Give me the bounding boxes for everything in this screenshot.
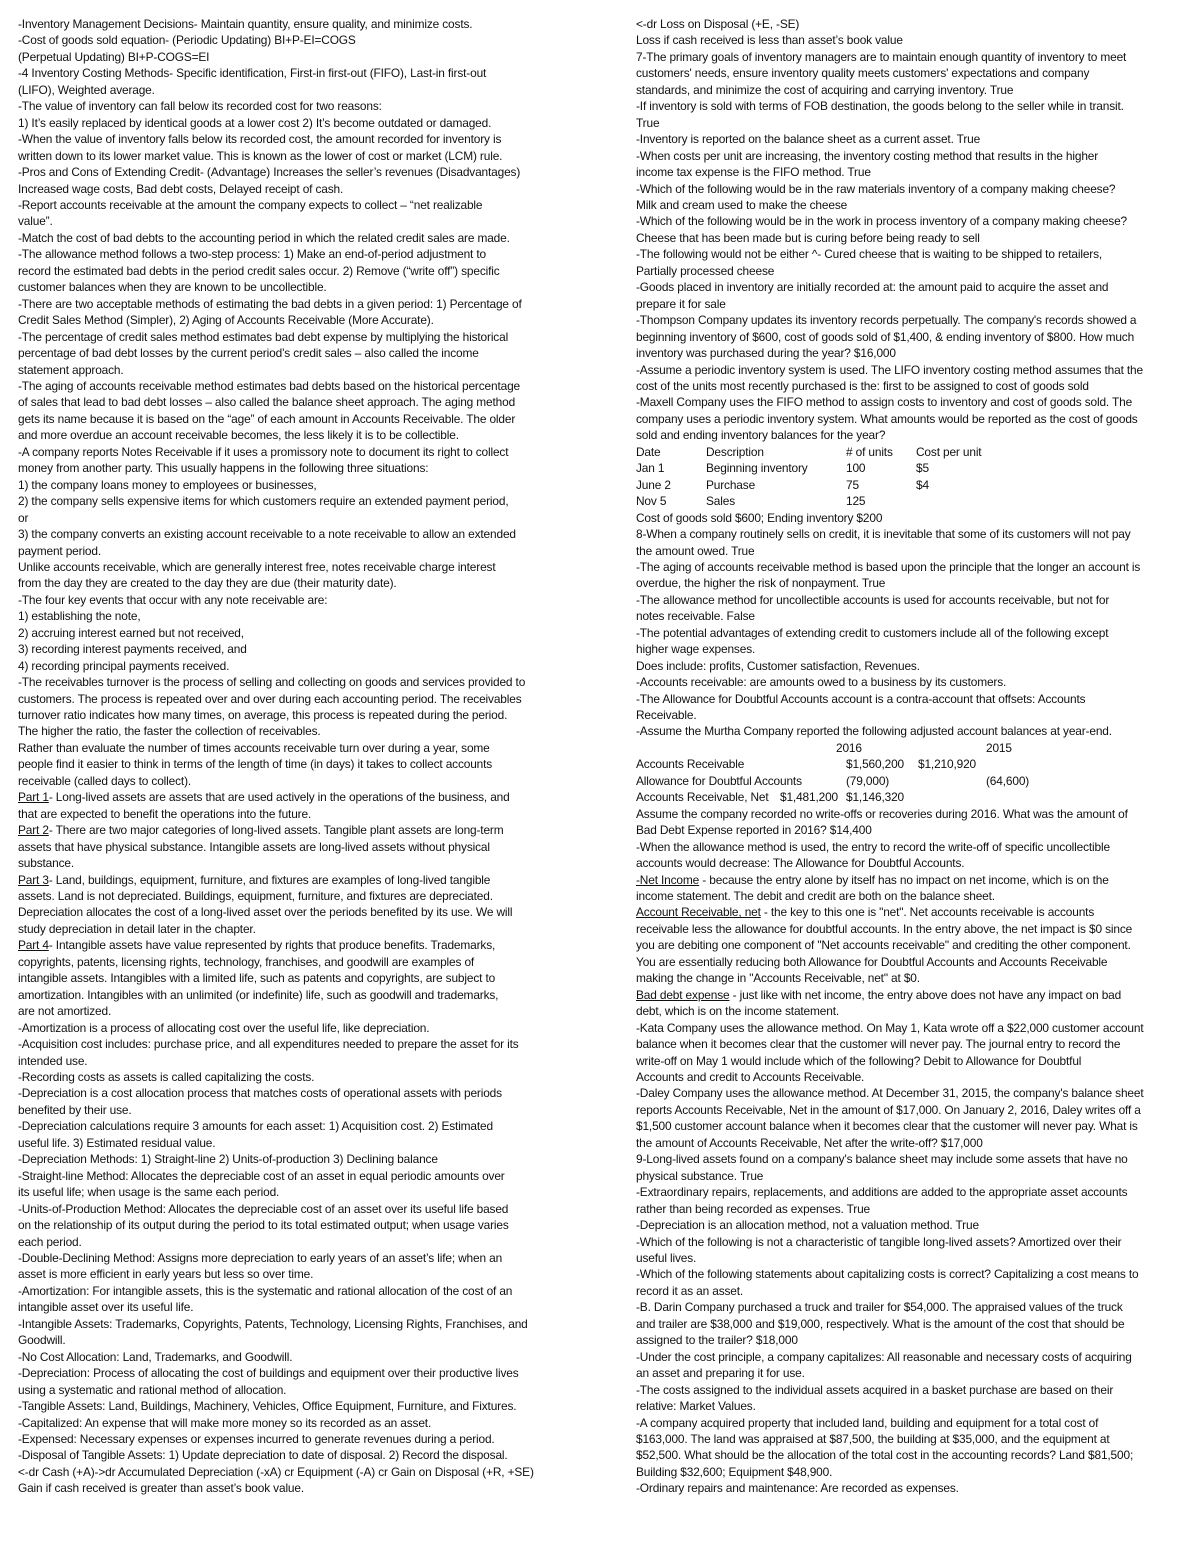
text-line: Part 2- There are two major categories of long-lived assets. Tangible plant assets are long-term — [18, 823, 504, 838]
text-line: on the relationship of its output during the period to its total estimated output; when usage varies — [18, 1218, 509, 1233]
text-line: -Acquisition cost includes: purchase price, and all expenditures needed to prepare the asset for its — [18, 1037, 519, 1052]
table-cell: # of units — [846, 444, 893, 459]
text-line: -The value of inventory can fall below its recorded cost for two reasons: — [18, 99, 382, 114]
text-line: -The costs assigned to the individual assets acquired in a basket purchase are based on their — [636, 1382, 1114, 1397]
text-line: $163,000. The land was appraised at $87,500, the building at $35,000, and the equipment at — [636, 1431, 1110, 1446]
text-line: Receivable. — [636, 708, 697, 723]
table-cell — [916, 493, 996, 509]
text-line: standards, and minimize the cost of acquiring and carrying inventory. True — [636, 82, 1014, 97]
text-line: -Report accounts receivable at the amount the company expects to collect – “net realizable — [18, 197, 483, 212]
text-line: the amount of Accounts Receivable, Net after the write-off? $17,000 — [636, 1135, 983, 1150]
text-line: $1,500 customer account balance when it becomes clear that the customer will never pay. What is — [636, 1119, 1138, 1134]
text-line: Assume the company recorded no write-offs or recoveries during 2016. What was the amount of — [636, 806, 1128, 821]
inventory-table — [636, 444, 1184, 510]
text-line: sold and ending inventory balances for the year? — [636, 428, 886, 443]
text-line: inventory was purchased during the year? $16,000 — [636, 346, 896, 361]
text-line: -Amortization: For intangible assets, this is the systematic and rational allocation of the cost of an — [18, 1283, 513, 1298]
text-line: -Amortization is a process of allocating cost over the useful life, like depreciation. — [18, 1020, 430, 1035]
text-line: -Depreciation is an allocation method, not a valuation method. True — [636, 1218, 979, 1233]
table-cell: Sales — [706, 494, 735, 509]
text-line: reports Accounts Receivable, Net in the amount of $17,000. On January 2, 2016, Daley writes off a — [636, 1102, 1141, 1117]
text-line: -Which of the following is not a characteristic of tangible long-lived assets? Amortized over their — [636, 1234, 1122, 1249]
text-line: income statement. The debit and credit are both on the balance sheet. — [636, 889, 995, 904]
table-cell: $4 — [916, 477, 929, 492]
text-line: -Recording costs as assets is called capitalizing the costs. — [18, 1070, 315, 1084]
text-line: payment period. — [18, 543, 102, 558]
text-line: amortization. Intangibles with an unlimited (or indefinite) life, such as goodwill and trademarks, — [18, 987, 499, 1002]
table-row — [636, 477, 1184, 493]
text-line: assets that have physical substance. Intangible assets are long-lived assets without physical — [18, 839, 490, 854]
text-line: or — [18, 510, 29, 525]
text-line: -Daley Company uses the allowance method. At December 31, 2015, the company's balance sheet — [636, 1086, 1144, 1101]
text-line: -4 Inventory Costing Methods- Specific identification, First-in first-out (FIFO), Last-in first-out — [18, 66, 487, 81]
underlined-heading: -Net Income — [636, 872, 700, 887]
text-line: assigned to the trailer? $18,000 — [636, 1333, 798, 1348]
underlined-heading: Part 2 — [18, 823, 49, 838]
text-line: You are essentially reducing both Allowance for Doubtful Accounts and Accounts Receivable — [636, 954, 1108, 969]
table-cell: Nov 5 — [636, 494, 667, 509]
table-cell: Beginning inventory — [706, 461, 808, 476]
text-line: -Units-of-Production Method: Allocates the depreciable cost of an asset over its useful life based — [18, 1201, 509, 1216]
text-line: -A company reports Notes Receivable if it uses a promissory note to document its right to collect — [18, 444, 509, 459]
text-line: -The aging of accounts receivable method is based upon the principle that the longer an account is — [636, 559, 1141, 574]
right-column — [636, 16, 1184, 1497]
table-cell: Purchase — [706, 477, 756, 492]
text-line: -The allowance method follows a two-step process: 1) Make an end-of-period adjustment to — [18, 247, 486, 262]
table-cell: $1,146,320 — [846, 790, 905, 805]
underlined-heading: Bad debt expense — [636, 987, 730, 1002]
table-cell — [636, 740, 836, 756]
text-line: 1) the company loans money to employees or businesses, — [18, 477, 317, 492]
text-line: company uses a periodic inventory system. What amounts would be reported as the cost of goods — [636, 411, 1138, 426]
table-cell: Jan 1 — [636, 461, 665, 476]
text-line: -Depreciation calculations require 3 amounts for each asset: 1) Acquisition cost. 2) Estimated — [18, 1119, 493, 1134]
text-line: -Goods placed in inventory are initially recorded at: the amount paid to acquire the asset and — [636, 280, 1109, 295]
text-line: Part 4- Intangible assets have value represented by rights that produce benefits. Trademarks, — [18, 938, 496, 953]
text-line: -A company acquired property that included land, building and equipment for a total cost of — [636, 1415, 1099, 1430]
table-cell: June 2 — [636, 477, 671, 492]
text-line: gets its name because it is based on the “age” of each amount in Accounts Receivable. The older — [18, 411, 516, 426]
text-line: customers. The process is repeated over and over during each accounting period. The receivables — [18, 691, 522, 706]
text-line: receivable (called days to collect). — [18, 773, 192, 788]
text-line: are not amortized. — [18, 1004, 112, 1019]
text-line: cost of the units most recently purchased is the: first to be assigned to cost of goods sold — [636, 378, 1089, 393]
right-column-part-b — [636, 510, 1184, 740]
text-line: statement approach. — [18, 362, 124, 377]
text-line: 2) the company sells expensive items for which customers require an extended payment period, — [18, 494, 509, 509]
text-line: -Thompson Company updates its inventory records perpetually. The company's records showed a — [636, 313, 1137, 328]
right-column-part-a — [636, 16, 1184, 444]
text-line: physical substance. True — [636, 1168, 764, 1183]
table-cell: 2016 — [836, 740, 862, 755]
text-line: (LIFO), Weighted average. — [18, 82, 155, 97]
text-line: Partially processed cheese — [636, 263, 775, 278]
text-line: useful lives. — [636, 1250, 697, 1265]
text-line: -There are two acceptable methods of estimating the bad debts in a given period: 1) Percentage of — [18, 296, 522, 311]
text-line: intangible assets. Intangibles with a limited life, such as patents and copyrights, are subject to — [18, 971, 496, 986]
table-row — [636, 789, 1184, 805]
text-line: customer balances when they are known to be uncollectible. — [18, 280, 327, 295]
text-line: making the change in "Accounts Receivable, net" at $0. — [636, 971, 920, 986]
text-line: from the day they are created to the day they are due (their maturity date). — [18, 576, 397, 591]
text-line: -Inventory Management Decisions- Maintain quantity, ensure quality, and minimize costs. — [18, 17, 473, 31]
table-cell: 125 — [846, 494, 866, 509]
text-line: Part 3- Land, buildings, equipment, furniture, and fixtures are examples of long-lived tangible — [18, 872, 491, 887]
text-line: -Net Income - because the entry alone by itself has no impact on net income, which is on the — [636, 872, 1109, 887]
text-line: Cost of goods sold $600; Ending inventory $200 — [636, 510, 883, 525]
text-line: -Match the cost of bad debts to the accounting period in which the related credit sales are made. — [18, 230, 510, 245]
text-line: Does include: profits, Customer satisfaction, Revenues. — [636, 658, 920, 673]
text-line: receivable less the allowance for doubtful accounts. In the entry above, the net impact is $0 since — [636, 921, 1133, 936]
text-line: 1) establishing the note, — [18, 609, 141, 624]
text-line: 1) It’s easily replaced by identical goods at a lower cost 2) It’s become outdated or damaged. — [18, 115, 492, 130]
text-line: Accounts and credit to Accounts Receivable. — [636, 1070, 865, 1084]
table-cell: Date — [636, 444, 661, 459]
text-line: Unlike accounts receivable, which are generally interest free, notes receivable charge interest — [18, 559, 496, 574]
table-cell: $1,210,920 — [918, 757, 977, 772]
table-cell: $5 — [916, 461, 929, 476]
text-line: using a systematic and rational method of allocation. — [18, 1382, 287, 1397]
text-line: income tax expense is the FIFO method. True — [636, 165, 871, 180]
text-line: substance. — [18, 856, 75, 871]
text-line: value”. — [18, 214, 53, 229]
text-line: 7-The primary goals of inventory managers are to maintain enough quantity of inventory to meet — [636, 49, 1127, 64]
text-line: -The following would not be either ^- Cured cheese that is waiting to be shipped to retailers, — [636, 247, 1103, 262]
table-row — [636, 773, 1184, 789]
right-column-part-c — [636, 806, 1184, 1497]
text-line: Rather than evaluate the number of times accounts receivable turn over during a year, some — [18, 740, 490, 755]
text-line: -Assume a periodic inventory system is used. The LIFO inventory costing method assumes that the — [636, 362, 1143, 377]
text-line: -The aging of accounts receivable method estimates bad debts based on the historical percentage — [18, 378, 520, 393]
text-line: 8-When a company routinely sells on credit, it is inevitable that some of its customers will not pay — [636, 527, 1131, 542]
text-line: -Inventory is reported on the balance sheet as a current asset. True — [636, 132, 981, 147]
underlined-heading: Part 1 — [18, 790, 49, 805]
left-column — [18, 16, 570, 1497]
text-line: -The potential advantages of extending credit to customers include all of the following except — [636, 625, 1109, 640]
text-line: (Perpetual Updating) BI+P-COGS=EI — [18, 49, 210, 64]
table-cell: (79,000) — [846, 773, 890, 788]
text-line: assets. Land is not depreciated. Buildings, equipment, furniture, and fixtures are depreciated. — [18, 889, 493, 904]
text-line: Credit Sales Method (Simpler), 2) Aging of Accounts Receivable (More Accurate). — [18, 313, 434, 328]
text-line: -The receivables turnover is the process of selling and collecting on goods and services provided to — [18, 675, 526, 690]
text-line: study depreciation in detail later in the chapter. — [18, 921, 256, 936]
table-header — [636, 740, 1184, 756]
text-line: -Expensed: Necessary expenses or expenses incurred to generate revenues during a period. — [18, 1431, 495, 1446]
text-line: written down to its lower market value. This is known as the lower of cost or market (LCM) rule. — [18, 148, 503, 163]
text-line: Depreciation allocates the cost of a long-lived asset over the periods benefited by its use. We will — [18, 905, 513, 920]
text-line: The higher the ratio, the faster the collection of receivables. — [18, 724, 321, 739]
text-line: -Extraordinary repairs, replacements, and additions are added to the appropriate asset accounts — [636, 1185, 1128, 1200]
text-line: -Tangible Assets: Land, Buildings, Machinery, Vehicles, Office Equipment, Furniture, and Fixtures. — [18, 1399, 517, 1414]
table-cell: 75 — [846, 477, 859, 492]
text-line: -Which of the following statements about capitalizing costs is correct? Capitalizing a cost means to — [636, 1267, 1139, 1282]
text-line: benefited by their use. — [18, 1102, 132, 1117]
text-line: Part 1- Long-lived assets are assets that are used actively in the operations of the business, and — [18, 790, 510, 805]
text-line: -The percentage of credit sales method estimates bad debt expense by multiplying the historical — [18, 329, 509, 344]
text-line: record it as an asset. — [636, 1283, 744, 1298]
text-line: people find it easier to think in terms of the length of time (in days) it takes to collect accounts — [18, 757, 493, 772]
text-line: intangible asset over its useful life. — [18, 1300, 194, 1315]
text-line: Milk and cream used to make the cheese — [636, 197, 848, 212]
text-line: -The Allowance for Doubtful Accounts account is a contra-account that offsets: Accounts — [636, 691, 1086, 706]
text-line: -Straight-line Method: Allocates the depreciable cost of an asset in equal periodic amounts over — [18, 1168, 505, 1183]
text-line: <-dr Loss on Disposal (+E, -SE) — [636, 17, 800, 31]
text-line: -The allowance method for uncollectible accounts is used for accounts receivable, but not for — [636, 592, 1110, 607]
text-line: Increased wage costs, Bad debt costs, Delayed receipt of cash. — [18, 181, 344, 196]
text-line: -Kata Company uses the allowance method. On May 1, Kata wrote off a $22,000 customer account — [636, 1020, 1144, 1035]
text-line: record the estimated bad debts in the period credit sales occur. 2) Remove (“write off”) specific — [18, 263, 500, 278]
text-line: -Which of the following would be in the work in process inventory of a company making cheese? — [636, 214, 1128, 229]
table-cell: Description — [706, 444, 764, 459]
text-line: -The four key events that occur with any note receivable are: — [18, 592, 328, 607]
text-line: -B. Darin Company purchased a truck and trailer for $54,000. The appraised values of the truck — [636, 1300, 1123, 1315]
text-line: prepare it for sale — [636, 296, 726, 311]
text-line: -Pros and Cons of Extending Credit- (Advantage) Increases the seller’s revenues (Disadvantages) — [18, 165, 521, 180]
text-line: higher wage expenses. — [636, 642, 756, 657]
text-line: Cheese that has been made but is curing before being ready to sell — [636, 230, 980, 245]
text-line: -Capitalized: An expense that will make more money so its recorded as an asset. — [18, 1415, 432, 1430]
text-line: 4) recording principal payments received. — [18, 658, 230, 673]
text-line: -Double-Declining Method: Assigns more depreciation to early years of an asset’s life; when an — [18, 1250, 503, 1265]
text-line: -When the value of inventory falls below its recorded cost, the amount recorded for inventory is — [18, 132, 502, 147]
text-line: -Depreciation is a cost allocation process that matches costs of operational assets with periods — [18, 1086, 502, 1101]
table-cell: 2015 — [986, 740, 1012, 755]
text-line: intended use. — [18, 1053, 88, 1068]
text-line: -No Cost Allocation: Land, Trademarks, and Goodwill. — [18, 1349, 293, 1364]
text-line: -Maxell Company uses the FIFO method to assign costs to inventory and cost of goods sold. The — [636, 395, 1133, 410]
table-cell: Allowance for Doubtful Accounts — [636, 773, 802, 788]
text-line: notes receivable. False — [636, 609, 755, 624]
table-row — [636, 756, 1184, 772]
text-line: 3) recording interest payments received, and — [18, 642, 247, 657]
text-line: <-dr Cash (+A)->dr Accumulated Depreciation (-xA) cr Equipment (-A) cr Gain on Disposal (+R, +SE) — [18, 1464, 534, 1479]
text-line: and more overdue an account receivable becomes, the less likely it is to be collectible. — [18, 428, 459, 443]
text-line: copyrights, patents, licensing rights, technology, franchises, and goodwill are examples of — [18, 954, 475, 969]
text-line: Building $32,600; Equipment $48,900. — [636, 1464, 833, 1479]
text-line: Goodwill. — [18, 1333, 66, 1348]
text-line: -Intangible Assets: Trademarks, Copyrights, Patents, Technology, Licensing Rights, Franchises, and — [18, 1316, 528, 1331]
text-line: 9-Long-lived assets found on a company's balance sheet may include some assets that have no — [636, 1152, 1128, 1167]
text-line: relative: Market Values. — [636, 1399, 756, 1414]
text-line: -Disposal of Tangible Assets: 1) Update depreciation to date of disposal. 2) Record the disposal. — [18, 1448, 508, 1463]
text-line: $52,500. What should be the allocation of the total cost in the accounting records? Land $81,500; — [636, 1448, 1134, 1463]
balance-table — [636, 740, 1184, 806]
text-line: its useful life; when usage is the same each period. — [18, 1185, 280, 1200]
table-cell: $1,560,200 — [846, 757, 905, 772]
text-line: that are expected to benefit the operations into the future. — [18, 806, 312, 821]
text-line: overdue, the higher the risk of nonpayment. True — [636, 576, 886, 591]
text-line: Bad debt expense - just like with net income, the entry above does not have any impact on bad — [636, 987, 1122, 1002]
table-cell: Cost per unit — [916, 444, 982, 459]
text-line: accounts would decrease: The Allowance for Doubtful Accounts. — [636, 856, 965, 871]
table-header — [636, 444, 1184, 460]
text-line: debt, which is on the income statement. — [636, 1004, 840, 1019]
text-line: -Under the cost principle, a company capitalizes: All reasonable and necessary costs of acquiring — [636, 1349, 1132, 1364]
text-line: -Accounts receivable: are amounts owed to a business by its customers. — [636, 675, 1007, 690]
text-line: an asset and preparing it for use. — [636, 1366, 805, 1381]
text-line: Loss if cash received is less than asset’s book value — [636, 33, 903, 48]
table-cell: (64,600) — [986, 773, 1030, 788]
text-line: each period. — [18, 1234, 82, 1249]
table-cell: Accounts Receivable — [636, 757, 745, 772]
underlined-heading: Account Receivable, net — [636, 905, 761, 920]
text-line: -Cost of goods sold equation- (Periodic Updating) BI+P-EI=COGS — [18, 33, 356, 48]
text-line: balance when it becomes clear that the customer will never pay. The journal entry to record the — [636, 1037, 1121, 1052]
text-line: you are debiting one component of "Net accounts receivable" and crediting the other component. — [636, 938, 1131, 953]
text-line: Gain if cash received is greater than asset’s book value. — [18, 1481, 305, 1496]
text-line: Account Receivable, net - the key to this one is "net". Net accounts receivable is accounts — [636, 905, 1095, 920]
text-line: money from another party. This usually happens in the following three situations: — [18, 461, 429, 476]
text-line: asset is more efficient in early years but less so over time. — [18, 1267, 314, 1282]
text-line: the amount owed. True — [636, 543, 755, 558]
text-line: -If inventory is sold with terms of FOB destination, the goods belong to the seller while in transit. — [636, 99, 1124, 114]
text-line: useful life. 3) Estimated residual value. — [18, 1135, 216, 1150]
text-line: Bad Debt Expense reported in 2016? $14,400 — [636, 823, 872, 838]
text-line: of sales that lead to bad debt losses – also called the balance sheet approach. The aging method — [18, 395, 516, 410]
text-line: customers' needs, ensure inventory quality meets customers' expectations and company — [636, 66, 1090, 81]
table-row — [636, 460, 1184, 476]
text-line: and trailer are $38,000 and $19,000, respectively. What is the amount of the cost that should be — [636, 1316, 1125, 1331]
text-line: -Assume the Murtha Company reported the following adjusted account balances at year-end. — [636, 724, 1112, 739]
table-cell: $1,481,200 — [780, 790, 839, 805]
underlined-heading: Part 3 — [18, 872, 49, 887]
text-line: 3) the company converts an existing account receivable to a note receivable to allow an extended — [18, 527, 516, 542]
text-line: True — [636, 115, 660, 130]
text-line: -When the allowance method is used, the entry to record the write-off of specific uncollectible — [636, 839, 1110, 854]
table-cell: 100 — [846, 461, 866, 476]
text-line: -Depreciation Methods: 1) Straight-line 2) Units-of-production 3) Declining balance — [18, 1152, 438, 1167]
table-cell: Accounts Receivable, Net — [636, 790, 769, 805]
underlined-heading: Part 4 — [18, 938, 49, 953]
text-line: -Ordinary repairs and maintenance: Are recorded as expenses. — [636, 1481, 959, 1496]
text-line: -Which of the following would be in the raw materials inventory of a company making cheese? — [636, 181, 1116, 196]
text-line: -When costs per unit are increasing, the inventory costing method that results in the higher — [636, 148, 1099, 163]
text-line: rather than being recorded as expenses. True — [636, 1201, 871, 1216]
text-line: 2) accruing interest earned but not received, — [18, 625, 244, 640]
text-line: percentage of bad debt losses by the current period’s credit sales – also called the income — [18, 346, 479, 361]
text-line: write-off on May 1 would include which of the following? Debit to Allowance for Doubtful — [636, 1053, 1082, 1068]
text-line: turnover ratio indicates how many times, on average, this process is repeated during the period. — [18, 708, 508, 723]
text-line: beginning inventory of $600, cost of goods sold of $1,400, & ending inventory of $800. How much — [636, 329, 1135, 344]
table-row — [636, 493, 1184, 509]
text-line: -Depreciation: Process of allocating the cost of buildings and equipment over their productive lives — [18, 1366, 519, 1381]
